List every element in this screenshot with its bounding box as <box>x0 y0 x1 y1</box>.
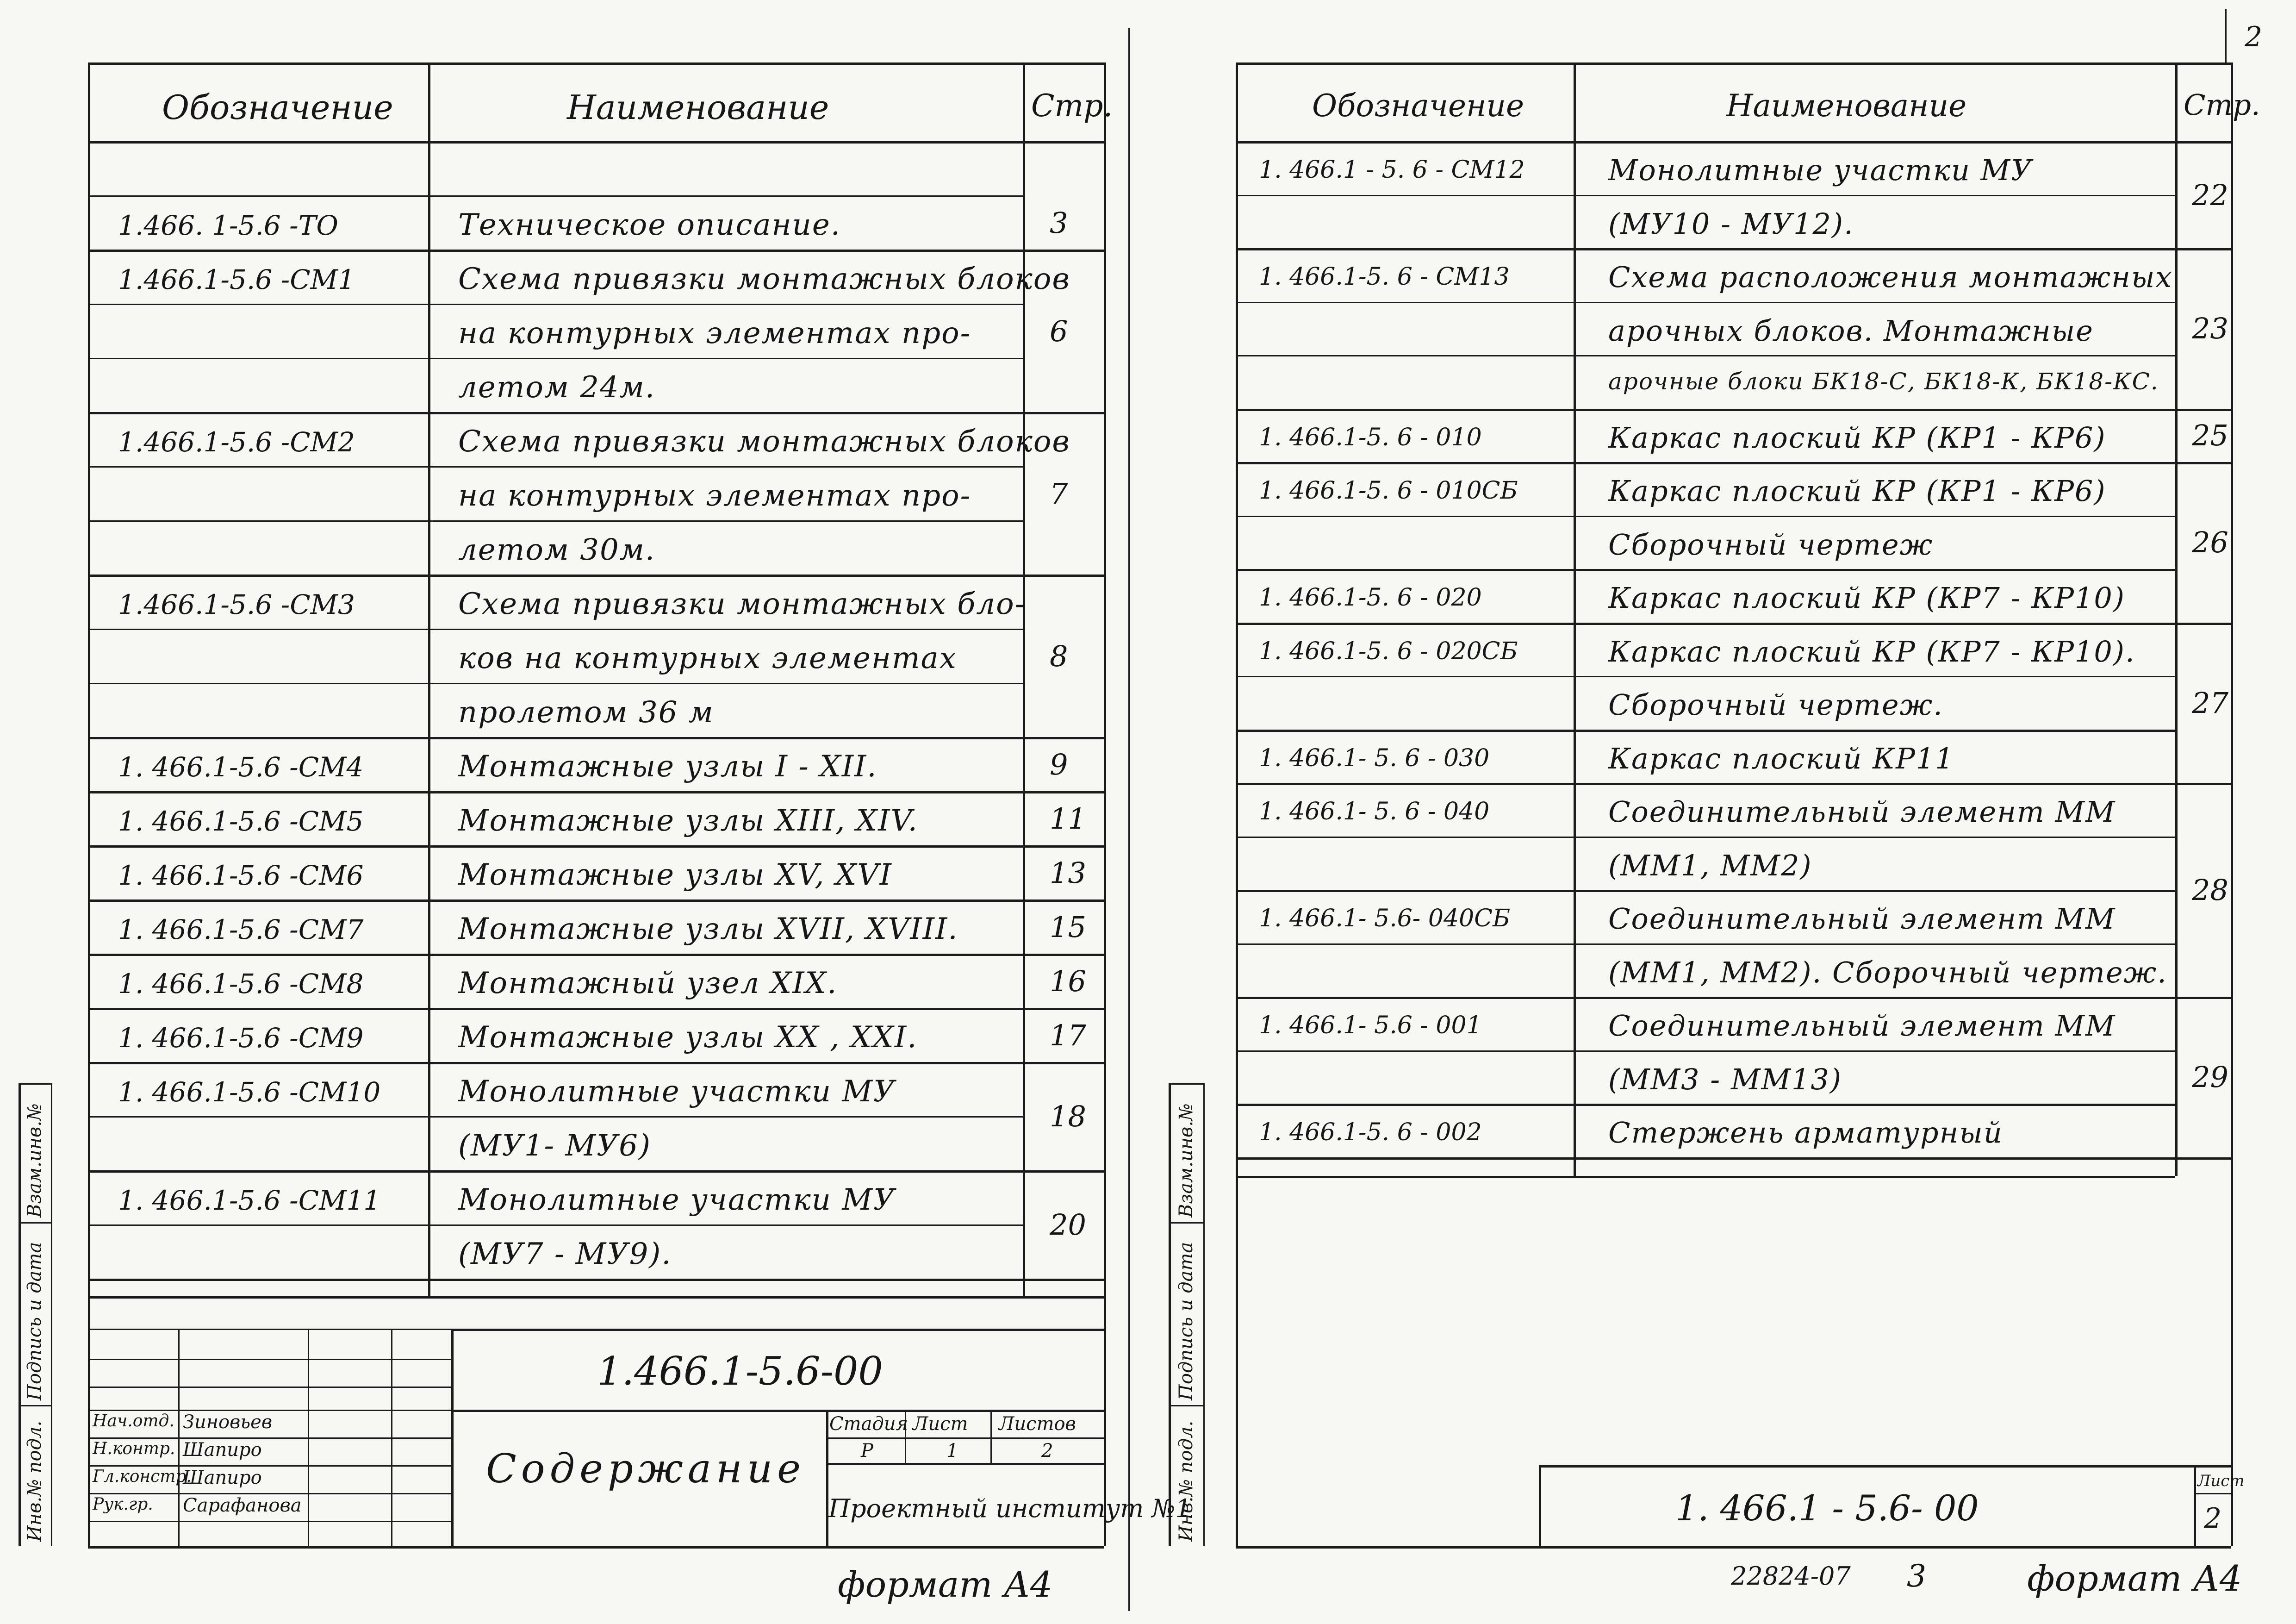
left-row-name-line: Монтажные узлы XIII, XIV. <box>458 804 918 838</box>
left-sig-row-7 <box>88 1521 451 1522</box>
left-row-code: 1. 466.1-5.6 -СМ7 <box>118 914 364 945</box>
left-stamp-div <box>451 1329 454 1546</box>
left-stamp-top <box>88 1296 1104 1299</box>
left-row-name-line: (МУ7 - МУ9). <box>458 1237 672 1271</box>
right-row-page: 29 <box>2192 1060 2228 1094</box>
right-row-name-line: арочные блоки БК18-С, БК18-К, БК18-КС. <box>1608 368 2159 395</box>
left-frame-left <box>88 62 90 1546</box>
left-sig-row-3 <box>88 1410 451 1411</box>
left-row-page: 20 <box>1050 1208 1086 1242</box>
right-row-code: 1. 466.1- 5. 6 - 030 <box>1259 744 1490 772</box>
left-row-name-line: Монтажные узлы XV, XVI <box>458 858 892 892</box>
left-sheets-value: 2 <box>1041 1440 1053 1462</box>
right-page-rule <box>2175 783 2231 785</box>
left-stamp-code-top <box>451 1329 1104 1331</box>
right-page-rule <box>2175 462 2231 464</box>
right-sheet-label: Лист <box>2197 1472 2245 1490</box>
left-row-rule <box>88 1008 1104 1010</box>
left-row-name-line: Монтажные узлы XX , XXI. <box>458 1020 918 1055</box>
right-row-rule <box>1236 1157 2175 1160</box>
left-row-page: 13 <box>1050 856 1086 890</box>
right-row-rule <box>1236 783 2175 785</box>
left-stamp-code-bottom <box>451 1410 1104 1412</box>
right-stamp-sheet-rule <box>2194 1493 2231 1494</box>
right-page-rule <box>2175 248 2231 250</box>
left-row-page: 6 <box>1050 314 1068 348</box>
left-row-rule <box>88 845 1104 848</box>
signature-name: Шапиро <box>183 1467 262 1488</box>
right-page-rule <box>2175 623 2231 625</box>
left-row-code: 1.466.1-5.6 -СМ3 <box>118 589 355 620</box>
left-row-code: 1.466.1-5.6 -СМ1 <box>118 264 355 295</box>
left-stamp-stage-div <box>826 1410 828 1546</box>
left-header-page: Стр. <box>1031 88 1113 124</box>
right-table-bottom <box>1236 1176 2175 1178</box>
left-row-name-line: Техническое описание. <box>458 208 841 242</box>
right-bottom-number: 22824-07 <box>1731 1562 1851 1591</box>
left-row-code: 1. 466.1-5.6 -СМ6 <box>118 860 364 891</box>
left-sig-row-4 <box>88 1437 451 1439</box>
right-row-code: 1. 466.1-5. 6 - 010 <box>1259 424 1482 451</box>
left-stamp-org-rule <box>826 1463 1104 1465</box>
right-row-rule <box>1236 569 2175 571</box>
left-row-name-line: Монтажные узлы I - XII. <box>458 750 877 784</box>
right-row-name-line: (МУ10 - МУ12). <box>1608 207 1854 241</box>
right-row-name-line: Сборочный чертеж. <box>1608 688 1943 722</box>
left-doc-code: 1.466.1-5.6-00 <box>597 1349 883 1394</box>
left-row-code: 1. 466.1-5.6 -СМ5 <box>118 806 364 837</box>
left-row-name-line: Схема привязки монтажных бло- <box>458 587 1026 621</box>
left-row-name-line: на контурных элементах про- <box>458 316 971 350</box>
right-row-sub-rule <box>1236 1050 2175 1052</box>
page-number-frame <box>2225 9 2227 62</box>
left-row-page: 9 <box>1050 748 1068 781</box>
right-row-name-line: (ММ1, ММ2). Сборочный чертеж. <box>1608 956 2167 989</box>
right-row-name-line: (ММ3 - ММ13) <box>1608 1062 1842 1096</box>
right-row-sub-rule <box>1236 516 2175 517</box>
left-row-page: 7 <box>1050 477 1068 511</box>
right-row-code: 1. 466.1-5. 6 - 020 <box>1259 584 1482 612</box>
right-page-rule <box>2175 409 2231 411</box>
signature-role: Нач.отд. <box>93 1412 174 1430</box>
left-sheet-value: 1 <box>946 1440 958 1462</box>
left-frame-bottom <box>88 1546 1104 1549</box>
signature-name: Шапиро <box>183 1439 262 1461</box>
left-col-div-1 <box>428 62 430 1296</box>
left-row-name-line: Схема привязки монтажных блоков <box>458 425 1070 459</box>
right-row-name-line: Соединительный элемент ММ <box>1608 902 2116 936</box>
right-row-code: 1. 466.1-5. 6 - 010СБ <box>1259 477 1518 505</box>
left-side-strip-left <box>19 1083 21 1546</box>
left-row-code: 1.466.1-5.6 -СМ2 <box>118 426 355 458</box>
right-row-code: 1. 466.1-5. 6 - 002 <box>1259 1118 1482 1146</box>
left-row-code: 1. 466.1-5.6 -СМ4 <box>118 751 364 783</box>
left-sheet-label: Лист <box>913 1413 968 1435</box>
left-row-sub-rule <box>88 358 1023 359</box>
left-row-sub-rule <box>88 1116 1023 1118</box>
left-col-div-2 <box>1023 62 1025 1296</box>
right-frame-right <box>2231 62 2233 1546</box>
left-sheets-label: Листов <box>999 1413 1076 1435</box>
right-side-strip-right <box>1203 1083 1205 1546</box>
left-side-label-sign: Подпись и дата <box>24 1242 45 1400</box>
left-row-page: 17 <box>1050 1018 1086 1052</box>
left-side-strip-div-2 <box>19 1405 51 1406</box>
left-row-code: 1. 466.1-5.6 -СМ8 <box>118 968 364 999</box>
right-row-name-line: Каркас плоский КР (КР1 - КР6) <box>1608 421 2106 455</box>
left-row-rule <box>88 1170 1104 1173</box>
left-row-page: 11 <box>1050 802 1086 836</box>
right-side-label-sign: Подпись и дата <box>1176 1242 1197 1400</box>
left-row-sub-rule <box>88 304 1023 305</box>
left-row-page: 8 <box>1050 639 1068 673</box>
left-side-strip-div-1 <box>19 1222 51 1224</box>
right-side-strip-top <box>1169 1083 1203 1085</box>
right-header-name: Наименование <box>1726 88 1967 124</box>
left-frame-top <box>88 62 1104 65</box>
left-header-rule <box>88 141 1104 144</box>
left-stage-label: Стадия <box>829 1413 908 1435</box>
right-side-strip-left <box>1169 1083 1171 1546</box>
right-page-rule <box>2175 1157 2231 1160</box>
left-row-sub-rule <box>88 466 1023 468</box>
left-side-label-inv: Инв.№ подл. <box>24 1420 45 1542</box>
left-stamp-title: Содержание <box>486 1446 805 1492</box>
left-side-label-replace: Взам.инв.№ <box>24 1103 45 1218</box>
right-row-name-line: Схема расположения монтажных <box>1608 260 2173 294</box>
left-row-page: 16 <box>1050 964 1086 998</box>
left-row-name-line: летом 30м. <box>458 533 656 567</box>
right-row-page: 23 <box>2192 312 2228 345</box>
right-header-designation: Обозначение <box>1312 88 1524 124</box>
left-row-rule <box>88 575 1104 577</box>
left-side-strip-top <box>19 1083 51 1085</box>
left-row-code: 1. 466.1-5.6 -СМ10 <box>118 1076 381 1108</box>
right-side-strip-div-1 <box>1169 1222 1203 1224</box>
left-row-page: 15 <box>1050 910 1086 944</box>
right-frame-bottom <box>1236 1546 2231 1549</box>
left-sig-row-6 <box>88 1493 451 1494</box>
right-side-strip-div-2 <box>1169 1405 1203 1406</box>
right-row-name-line: Соединительный элемент ММ <box>1608 795 2116 829</box>
left-org: Проектный институт №1 <box>828 1494 1192 1523</box>
left-sig-row-5 <box>88 1465 451 1467</box>
right-row-name-line: Сборочный чертеж <box>1608 528 1934 562</box>
left-row-name-line: Схема привязки монтажных блоков <box>458 262 1070 296</box>
left-row-name-line: летом 24м. <box>458 370 656 405</box>
right-page-rule <box>2175 997 2231 999</box>
right-row-sub-rule <box>1236 302 2175 303</box>
left-blank-row-rule <box>88 195 1023 197</box>
left-row-sub-rule <box>88 683 1023 684</box>
right-col-div-1 <box>1574 62 1576 1176</box>
right-row-sub-rule <box>1236 837 2175 838</box>
right-stamp-top <box>1539 1465 2231 1468</box>
left-row-rule <box>88 791 1104 793</box>
left-frame-right <box>1104 62 1106 1546</box>
right-row-rule <box>1236 462 2175 464</box>
left-format-label: формат А4 <box>838 1564 1053 1605</box>
signature-role: Н.контр. <box>93 1439 175 1458</box>
signature-role: Рук.гр. <box>93 1495 153 1514</box>
left-stage-value: Р <box>861 1440 873 1462</box>
right-row-code: 1. 466.1 - 5. 6 - СМ12 <box>1259 156 1525 184</box>
left-header-designation: Обозначение <box>162 88 393 127</box>
right-row-name-line: Стержень арматурный <box>1608 1116 2003 1149</box>
signature-name: Сарафанова <box>183 1495 302 1516</box>
left-row-rule <box>88 899 1104 902</box>
right-row-code: 1. 466.1-5. 6 - СМ13 <box>1259 263 1510 291</box>
left-row-name-line: ков на контурных элементах <box>458 641 957 675</box>
right-stamp-left <box>1539 1465 1541 1546</box>
right-side-label-inv: Инв.№ подл. <box>1176 1420 1197 1542</box>
signature-role: Гл.констр. <box>93 1467 192 1486</box>
right-row-code: 1. 466.1- 5.6- 040СБ <box>1259 905 1511 932</box>
right-row-name-line: арочных блоков. Монтажные <box>1608 314 2094 348</box>
right-doc-code: 1. 466.1 - 5.6- 00 <box>1675 1487 1979 1529</box>
left-row-rule <box>88 1279 1104 1281</box>
right-row-name-line: Монолитные участки МУ <box>1608 153 2033 187</box>
right-format-label: формат А4 <box>2027 1558 2242 1599</box>
right-row-code: 1. 466.1- 5.6 - 001 <box>1259 1012 1482 1039</box>
right-stamp-sheet-div <box>2194 1465 2196 1546</box>
right-row-sub-rule <box>1236 943 2175 945</box>
top-page-number: 2 <box>2245 21 2263 53</box>
left-row-rule <box>88 412 1104 414</box>
left-row-rule <box>88 737 1104 739</box>
right-row-code: 1. 466.1- 5. 6 - 040 <box>1259 798 1490 825</box>
right-frame-left <box>1236 62 1238 1546</box>
right-row-name-line: Каркас плоский КР (КР1 - КР6) <box>1608 474 2106 508</box>
left-row-name-line: Монолитные участки МУ <box>458 1183 896 1217</box>
right-row-page: 28 <box>2192 873 2228 907</box>
left-row-name-line: Монтажные узлы XVII, XVIII. <box>458 912 958 946</box>
right-header-rule <box>1236 141 2231 144</box>
left-row-sub-rule <box>88 520 1023 522</box>
right-sheet-value: 2 <box>2204 1502 2222 1535</box>
left-header-name: Наименование <box>567 88 829 127</box>
left-sig-row-0 <box>88 1329 451 1330</box>
right-row-rule <box>1236 409 2175 411</box>
right-row-name-line: Соединительный элемент ММ <box>1608 1009 2116 1043</box>
right-row-rule <box>1236 248 2175 250</box>
right-row-page: 25 <box>2192 418 2228 452</box>
right-row-name-line: Каркас плоский КР (КР7 - КР10) <box>1608 581 2125 615</box>
right-header-page: Стр. <box>2184 88 2260 122</box>
left-side-strip-right <box>51 1083 52 1546</box>
right-bottom-page: 3 <box>1907 1558 1926 1594</box>
right-row-rule <box>1236 1104 2175 1106</box>
left-row-sub-rule <box>88 1224 1023 1226</box>
left-row-name-line: на контурных элементах про- <box>458 479 971 513</box>
right-frame-top <box>1236 62 2231 65</box>
right-row-sub-rule <box>1236 676 2175 677</box>
left-row-rule <box>88 954 1104 956</box>
right-row-code: 1. 466.1-5. 6 - 020СБ <box>1259 637 1518 665</box>
left-row-name-line: пролетом 36 м <box>458 695 714 730</box>
right-row-rule <box>1236 997 2175 999</box>
right-row-sub-rule <box>1236 355 2175 356</box>
left-row-code: 1. 466.1-5.6 -СМ11 <box>118 1185 381 1216</box>
signature-name: Зиновьев <box>183 1412 273 1433</box>
right-row-rule <box>1236 890 2175 892</box>
left-row-name-line: (МУ1- МУ6) <box>458 1129 651 1163</box>
left-row-sub-rule <box>88 629 1023 630</box>
right-row-page: 27 <box>2192 686 2228 720</box>
left-row-page: 3 <box>1050 206 1068 240</box>
right-row-page: 22 <box>2192 178 2228 212</box>
left-sig-row-1 <box>88 1359 451 1360</box>
right-row-rule <box>1236 623 2175 625</box>
left-row-code: 1. 466.1-5.6 -СМ9 <box>118 1022 364 1054</box>
left-row-name-line: Монтажный узел XIX. <box>458 966 838 1000</box>
right-row-name-line: Каркас плоский КР11 <box>1608 742 1954 775</box>
right-side-label-replace: Взам.инв.№ <box>1176 1103 1197 1218</box>
left-stamp-stage-rule <box>826 1437 1104 1439</box>
right-row-rule <box>1236 730 2175 732</box>
right-row-page: 26 <box>2192 525 2228 559</box>
right-row-sub-rule <box>1236 195 2175 196</box>
left-row-rule <box>88 250 1104 252</box>
right-row-name-line: (ММ1, ММ2) <box>1608 849 1812 882</box>
left-stamp-sheets-div <box>990 1410 992 1463</box>
right-row-name-line: Каркас плоский КР (КР7 - КР10). <box>1608 635 2135 668</box>
left-row-name-line: Монолитные участки МУ <box>458 1074 896 1109</box>
sheet-divider <box>1128 28 1130 1611</box>
left-row-rule <box>88 1062 1104 1064</box>
left-row-code: 1.466. 1-5.6 -ТО <box>118 210 338 241</box>
right-col-div-2 <box>2175 62 2178 1176</box>
left-row-page: 18 <box>1050 1099 1086 1133</box>
left-sig-row-2 <box>88 1387 451 1388</box>
